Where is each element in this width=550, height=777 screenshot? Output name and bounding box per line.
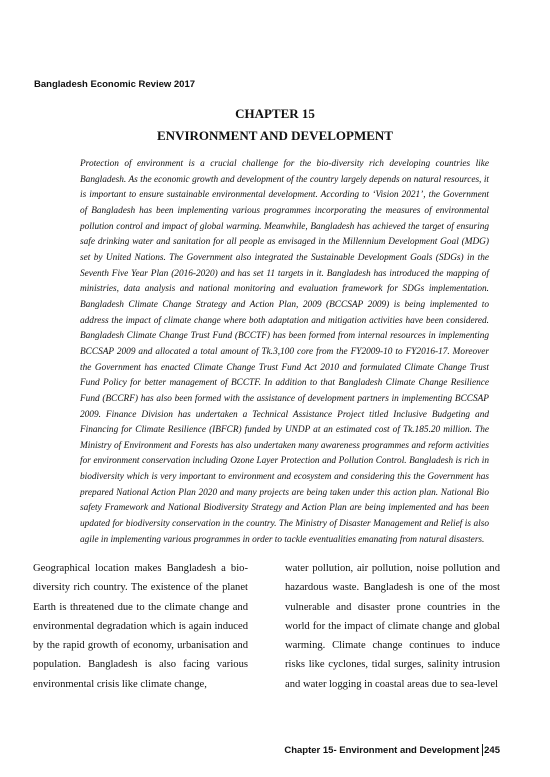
page-number: 245 — [484, 744, 500, 756]
body-column-left: Geographical location makes Bangladesh a bio-diversity rich country. The existence of the planet Earth is threatened due to the climate change and environmental degradation which is again induced by the rapid growth of economy, urbanisation and population. Bangladesh is also facing various environmental crisis like climate change, — [33, 563, 248, 690]
footer-separator — [482, 744, 483, 756]
chapter-title: ENVIRONMENT AND DEVELOPMENT — [157, 128, 393, 143]
body-column-right: water pollution, air pollution, noise pollution and hazardous waste. Bangladesh is one of the most vulnerable and disaster prone countries in the world for the impact of climate change and global warming. Climate change continues to induce risks like cyclones, tidal surges, salinity intrusion and water logging in coastal areas due to sea-level — [285, 563, 500, 690]
chapter-abstract: Protection of environment is a crucial challenge for the bio-diversity rich developing countries like Bangladesh. As the economic growth and development of the country largely depends on natural resources, it is important to ensure sustainable environmental development. According to ‘Vision 2021’, the Government of Bangladesh has been implementing various programmes incorporating the measures of environmental pollution control and impact of global warming. Meanwhile, Bangladesh has achieved the target of ensuring safe drinking water and sanitation for all people as envisaged in the Millennium Development Goal (MDG) set by United Nations. The Government also integrated the Sustainable Development Goals (SDGs) in the Seventh Five Year Plan (2016-2020) and has set 11 targets in it. Bangladesh has introduced the mapping of ministries, data analysis and national monitoring and evaluation framework for SDGs implementation. Bangladesh Climate Change Strategy and Action Plan, 2009 (BCCSAP 2009) is being implemented to address the impact of climate change where both adaptation and mitigation activities have been considered. Bangladesh Climate Change Trust Fund (BCCTF) has been formed from internal resources in implementing BCCSAP 2009 and allocated a total amount of Tk.3,100 core from the FY2009-10 to FY2016-17. Moreover the Government has enacted Climate Change Trust Fund Act 2010 and formulated Climate Change Trust Fund Policy for better management of BCCTF. In addition to that Bangladesh Climate Change Resilience Fund (BCCRF) has also been formed with the assistance of development partners in implementing BCCSAP 2009. Finance Division has undertaken a Technical Assistance Project titled Inclusive Budgeting and Financing for Climate Resilience (IBFCR) funded by UNDP at an estimated cost of Tk.185.20 million. The Ministry of Environment and Forests has also undertaken many awareness programmes and reform activities for environment conservation including Ozone Layer Protection and Pollution Control. Bangladesh is rich in biodiversity which is very important to environment and ecosystem and considering this the Government has prepared National Action Plan 2020 and many projects are being taken under this action plan. National Bio safety Framework and National Biodiversity Strategy and Action Plan are being implemented and has been updated for biodiversity conservation in the country. The Ministry of Disaster Management and Relief is also agile in implementing various programmes in order to tackle eventualities emanating from natural disasters. — [80, 159, 489, 545]
page-footer — [284, 744, 500, 756]
running-header: Bangladesh Economic Review 2017 — [34, 79, 196, 90]
footer-chapter-label: Chapter 15- Environment and Development — [284, 744, 480, 756]
chapter-number: CHAPTER 15 — [235, 106, 315, 121]
